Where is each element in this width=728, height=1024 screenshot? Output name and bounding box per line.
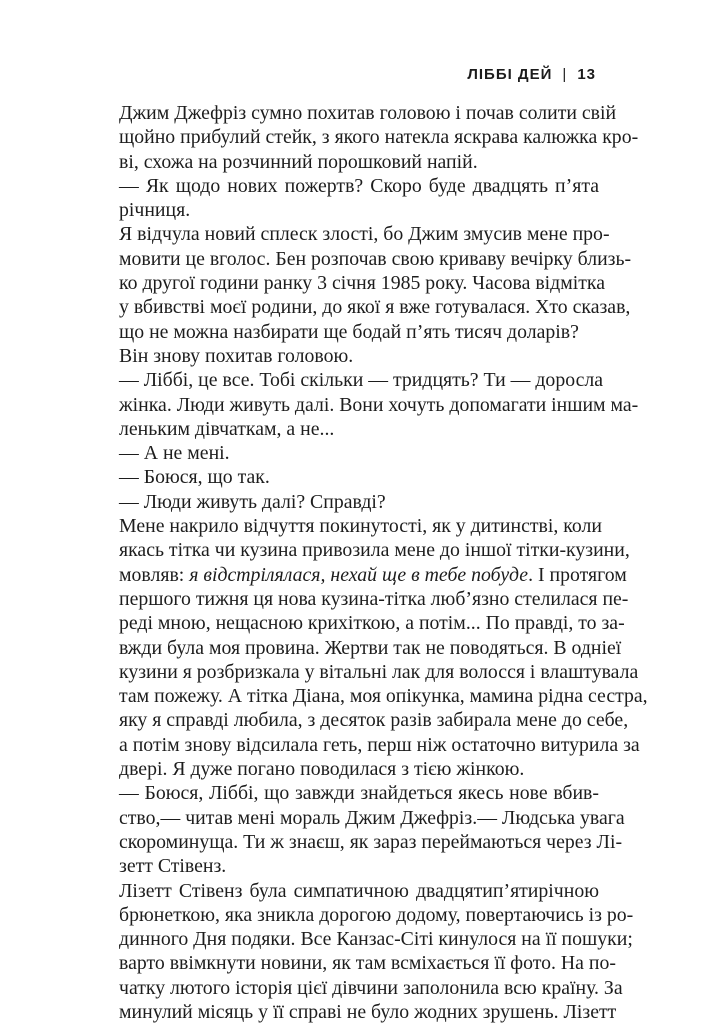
text-line: якась тітка чи кузина привозила мене до іншої тітки-кузини,	[119, 539, 630, 562]
text-line: першого тижня ця нова кузина-тітка люб’язно стелилася пе-	[119, 587, 629, 610]
text-line: минулий місяць у її справі не було жодних зрушень. Лізетт	[119, 1000, 617, 1023]
text-line: брюнеткою, яка зникла дорогою додому, повертаючись із ро-	[119, 903, 634, 926]
text-line: Джим Джефріз сумно похитав головою і почав солити свій	[119, 102, 617, 124]
text-line: Мене накрило відчуття покинутості, як у дитинстві, коли	[119, 515, 602, 538]
body-text	[119, 101, 648, 1024]
text-line: — Ліббі, це все. Тобі скільки — тридцять? Ти — доросла	[119, 369, 604, 392]
text-line	[119, 563, 627, 587]
text-run: мовляв:	[119, 563, 190, 586]
text-line: там пожежу. А тітка Діана, моя опікунка, мамина рідна сестра,	[119, 685, 648, 708]
text-line: зетт Стівенз.	[119, 855, 227, 878]
text-line: — Люди живуть далі? Справді?	[119, 490, 386, 513]
text-line: чатку лютого історія цієї дівчини заполонила всю країну. За	[119, 976, 623, 999]
text-line: — Боюся, Ліббі, що завжди знайдеться якесь нове вбив-	[119, 782, 599, 805]
text-line: Лізетт Стівенз була симпатичною двадцятип’ятирічною	[119, 879, 599, 902]
text-line: динного Дня подяки. Все Канзас-Сіті кинулося на її пошуки;	[119, 928, 633, 951]
text-line: Я відчула новий сплеск злості, бо Джим змусив мене про-	[119, 223, 610, 246]
text-line: леньким дівчаткам, а не...	[119, 417, 335, 440]
text-line: Він знову похитав головою.	[119, 344, 354, 367]
text-line: ство,— читав мені мораль Джим Джефріз.— Людська увага	[119, 806, 625, 829]
text-run: . І протягом	[528, 563, 627, 586]
running-header	[467, 66, 596, 83]
text-line: скороминуща. Ти ж знаєш, як зараз переймаються через Лі-	[119, 830, 623, 853]
running-title: ЛІББІ ДЕЙ	[467, 66, 553, 83]
text-line: вжди була моя провина. Жертви так не поводяться. В одніеї	[119, 636, 622, 659]
text-line: а потім знову відсилала геть, перш ніж остаточно витурила за	[119, 733, 640, 756]
text-line: — Як щодо нових пожертв? Скоро буде двадцять п’ята	[119, 174, 599, 197]
text-line: — А не мені.	[119, 442, 230, 465]
text-line: ві, схожа на розчинний порошковий напій.	[119, 150, 478, 173]
text-line: у вбивстві моєї родини, до якої я вже готувалася. Хто сказав,	[119, 296, 631, 319]
text-line: ко другої години ранку 3 січня 1985 року. Часова відмітка	[119, 272, 605, 295]
text-line: — Боюся, що так.	[119, 466, 270, 489]
header-separator: |	[562, 66, 568, 83]
italic-quote: я відстрілялася, нехай ще в тебе побуде	[189, 563, 529, 586]
page-number: 13	[577, 66, 596, 83]
text-line: кузини я розбризкала у вітальні лак для волосся і влаштувала	[119, 660, 639, 683]
text-line: щойно прибулий стейк, з якого натекла яскрава калюжка кро-	[119, 126, 639, 149]
text-line: жінка. Люди живуть далі. Вони хочуть допомагати іншим ма-	[119, 393, 639, 416]
text-line: двері. Я дуже погано поводилася з тією жінкою.	[119, 758, 525, 781]
text-line: варто ввімкнути новини, як там всміхається її фото. На по-	[119, 952, 616, 975]
text-line: реді мною, нещасною крихіткою, а потім... По правді, то за-	[119, 612, 625, 635]
text-line: яку я справді любила, з десяток разів забирала мене до себе,	[119, 709, 629, 732]
text-line: мовити це вголос. Бен розпочав свою криваву вечірку близь-	[119, 247, 632, 270]
text-line: що не можна назбирати ще бодай п’ять тисяч доларів?	[119, 320, 579, 343]
text-line: річниця.	[119, 199, 191, 222]
